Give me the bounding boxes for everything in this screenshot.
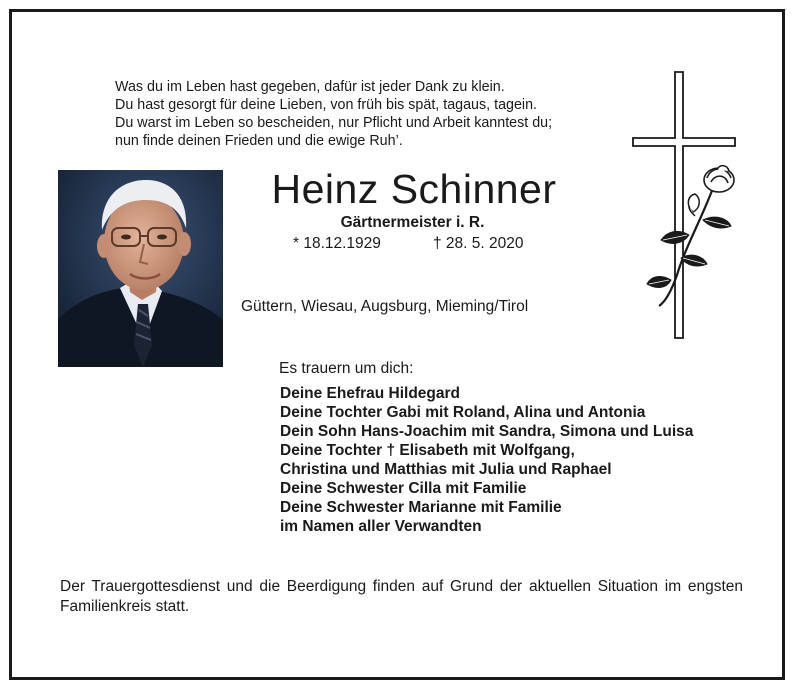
poem-line: Du warst im Leben so bescheiden, nur Pflicht und Arbeit kanntest du; bbox=[115, 115, 553, 131]
mourner-line: Christina und Matthias mit Julia und Raphael bbox=[280, 461, 612, 478]
portrait-illustration bbox=[58, 170, 223, 367]
mourner-line: Deine Ehefrau Hildegard bbox=[280, 385, 461, 402]
mourner-line: Deine Tochter Gabi mit Roland, Alina und Antonia bbox=[280, 404, 646, 421]
birth-date: * 18.12.1929 bbox=[293, 235, 381, 252]
deceased-name: Heinz Schinner bbox=[271, 166, 557, 212]
deceased-title: Gärtnermeister i. R. bbox=[340, 214, 485, 231]
mourner-line: Dein Sohn Hans-Joachim mit Sandra, Simona und Luisa bbox=[280, 423, 694, 440]
poem bbox=[115, 78, 552, 150]
death-date: † 28. 5. 2020 bbox=[433, 235, 524, 252]
mourner-line: im Namen aller Verwandten bbox=[280, 518, 482, 535]
cross-with-rose-icon bbox=[631, 70, 741, 345]
mourner-line: Deine Schwester Marianne mit Familie bbox=[280, 499, 562, 516]
poem-line: Du hast gesorgt für deine Lieben, von früh bis spät, tagaus, tagein. bbox=[115, 97, 538, 113]
portrait-photo bbox=[58, 170, 223, 367]
mourner-line: Deine Tochter † Elisabeth mit Wolfgang, bbox=[280, 442, 575, 459]
mourner-line: Deine Schwester Cilla mit Familie bbox=[280, 480, 527, 497]
service-note: Der Trauergottesdienst und die Beerdigung finden auf Grund der aktuellen Situation im engsten Familienkreis statt. bbox=[60, 578, 743, 615]
poem-line: Was du im Leben hast gegeben, dafür ist jeder Dank zu klein. bbox=[115, 79, 505, 95]
mourners-intro: Es trauern um dich: bbox=[279, 360, 414, 377]
places-of-life: Güttern, Wiesau, Augsburg, Mieming/Tirol bbox=[241, 298, 529, 315]
mourners-list bbox=[280, 384, 693, 536]
poem-line: nun finde deinen Frieden und die ewige Ruh’. bbox=[115, 133, 403, 149]
